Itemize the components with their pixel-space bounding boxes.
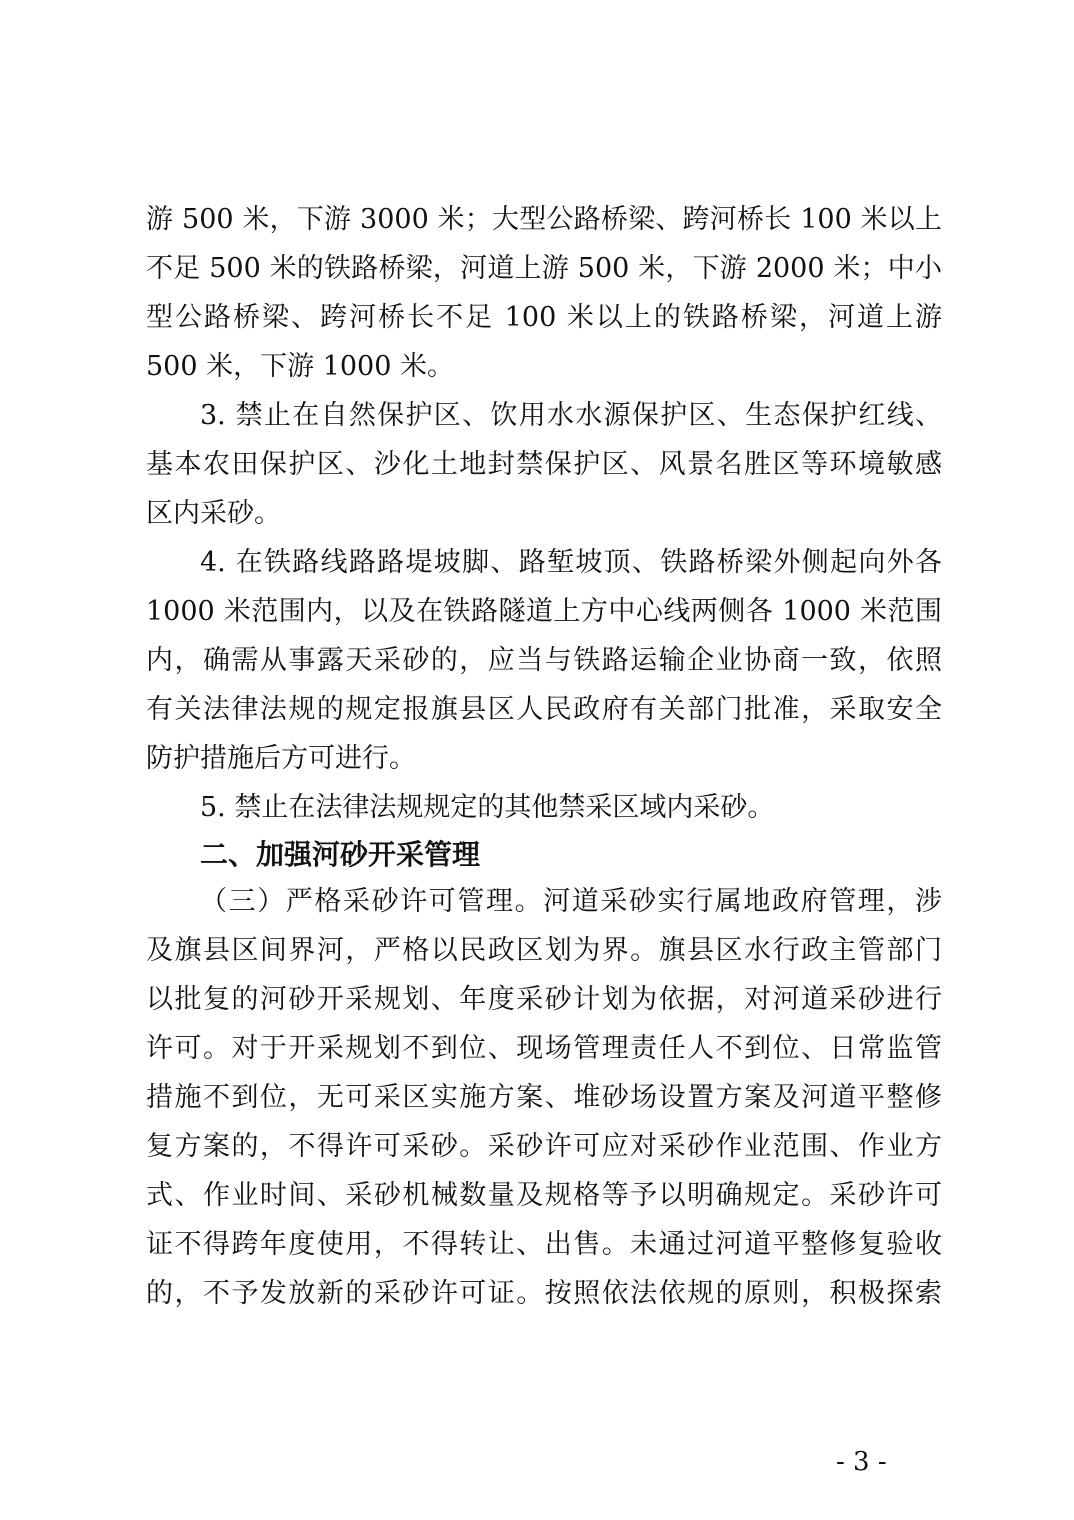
- text-line: 区内采砂。: [146, 498, 281, 529]
- text-line: 以批复的河砂开采规划、年度采砂计划为依据，对河道采砂进行: [146, 984, 942, 1015]
- item-4-first-line: 4. 在铁路线路路堤坡脚、路堑坡顶、铁路桥梁外侧起向外各: [200, 547, 942, 578]
- text-line: 1000 米范围内，以及在铁路隧道上方中心线两侧各 1000 米范围: [146, 596, 942, 627]
- text-line: 型公路桥梁、跨河桥长不足 100 米以上的铁路桥梁，河道上游: [146, 302, 942, 333]
- text-line: 基本农田保护区、沙化土地封禁保护区、风景名胜区等环境敏感: [146, 449, 942, 480]
- page-number: - 3 -: [836, 1447, 887, 1477]
- text-line: 措施不到位，无可采区实施方案、堆砂场设置方案及河道平整修: [146, 1082, 942, 1113]
- text-line: 不足 500 米的铁路桥梁，河道上游 500 米，下游 2000 米；中小: [146, 253, 942, 284]
- text-line: 及旗县区间界河，严格以民政区划为界。旗县区水行政主管部门: [146, 935, 942, 966]
- text-line: 防护措施后方可进行。: [146, 743, 416, 774]
- section-heading: 二、加强河砂开采管理: [200, 838, 481, 871]
- subsection-3-first-line: （三）严格采砂许可管理。河道采砂实行属地政府管理，涉: [200, 886, 942, 917]
- text-line: 有关法律法规的规定报旗县区人民政府有关部门批准，采取安全: [146, 694, 942, 725]
- text-line: 内，确需从事露天采砂的，应当与铁路运输企业协商一致，依照: [146, 645, 942, 676]
- text-line: 式、作业时间、采砂机械数量及规格等予以明确规定。采砂许可: [146, 1180, 942, 1211]
- text-line: 复方案的，不得许可采砂。采砂许可应对采砂作业范围、作业方: [146, 1131, 942, 1162]
- item-3-first-line: 3. 禁止在自然保护区、饮用水水源保护区、生态保护红线、: [200, 400, 942, 431]
- item-5-line: 5. 禁止在法律法规规定的其他禁采区域内采砂。: [200, 792, 775, 823]
- text-line: 游 500 米，下游 3000 米；大型公路桥梁、跨河桥长 100 米以上: [146, 204, 942, 235]
- text-line: 500 米，下游 1000 米。: [146, 351, 454, 382]
- text-line: 证不得跨年度使用，不得转让、出售。未通过河道平整修复验收: [146, 1229, 942, 1260]
- text-line: 的，不予发放新的采砂许可证。按照依法依规的原则，积极探索: [146, 1278, 942, 1309]
- text-line: 许可。对于开采规划不到位、现场管理责任人不到位、日常监管: [146, 1033, 942, 1064]
